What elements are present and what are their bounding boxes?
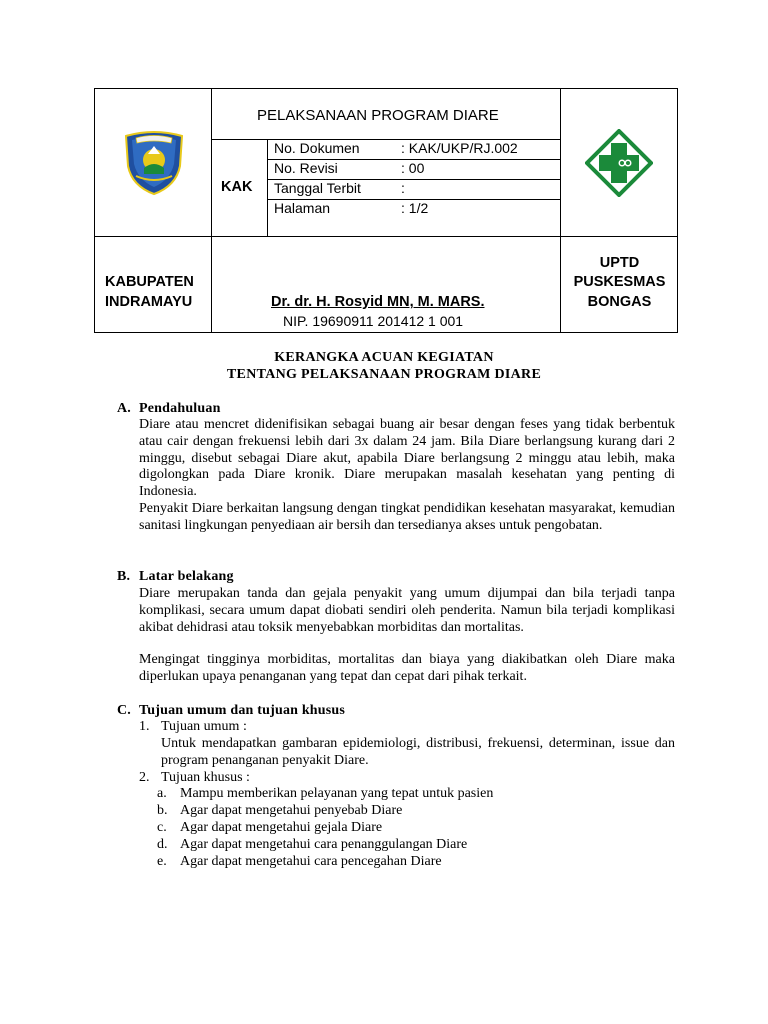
doc-title-line1: KERANGKA ACUAN KEGIATAN (274, 350, 494, 365)
section-a-paragraph-2: Penyakit Diare berkaitan langsung dengan tingkat pendidikan kesehatan masyarakat, kemudian sanitasi lingkungan penyediaan air bersih dan tersedianya akses untuk pengobatan. (139, 501, 675, 533)
section-a-paragraph-1: Diare atau mencret didenifisikan sebagai buang air besar dengan feses yang tidak berbentuk atau cair dengan frekuensi lebih dari 3x dalam 24 jam. Bila Diare berlangsung kurang dari 2 minggu, disebut sebagai Diare akut, apabila Diare berlangsung 2 minggu atau lebih, maka digolongkan pada Diare kronik. Diare merupakan masalah kesehatan yang penting di Indonesia. (139, 417, 675, 500)
list-item: Agar dapat mengetahui penyebab Diare (180, 803, 403, 818)
header-divider (267, 139, 268, 237)
objective-1-number: 1. (139, 719, 150, 734)
list-item: Agar dapat mengetahui cara pencegahan Diare (180, 854, 442, 869)
regency-name-line1: KABUPATEN (105, 274, 194, 290)
header-title: PELAKSANAAN PROGRAM DIARE (257, 107, 499, 124)
regency-name-line2: INDRAMAYU (105, 294, 193, 310)
issue-date-label: Tanggal Terbit (274, 180, 361, 196)
kak-label: KAK (221, 179, 253, 195)
section-b-label: B. (117, 569, 131, 584)
doc-title-line2: TENTANG PELAKSANAAN PROGRAM DIARE (226, 367, 542, 382)
doc-number-label: No. Dokumen (274, 140, 360, 156)
section-c-label: C. (117, 703, 132, 718)
objective-1-title: Tujuan umum : (161, 719, 247, 734)
list-item-marker: b. (157, 803, 168, 818)
revision-label: No. Revisi (274, 160, 338, 176)
regency-crest-logo (95, 89, 212, 237)
objective-2-number: 2. (139, 770, 150, 785)
puskesmas-cross-icon (585, 129, 653, 197)
issue-date-value: : (401, 180, 405, 196)
list-item: Agar dapat mengetahui gejala Diare (180, 820, 383, 835)
section-a-title: Pendahuluan (139, 401, 221, 416)
puskesmas-name-line3: BONGAS (587, 294, 652, 310)
objective-1-text: Untuk mendapatkan gambaran epidemiologi, distribusi, frekuensi, determinan, issue dan program penanganan penyakit Diare. (161, 736, 675, 768)
list-item-marker: e. (157, 854, 167, 869)
section-a-label: A. (117, 401, 132, 416)
list-item: Mampu memberikan pelayanan yang tepat untuk pasien (180, 786, 494, 801)
document-header-table (94, 88, 678, 333)
regency-crest-icon (122, 130, 186, 196)
section-c-title: Tujuan umum dan tujuan khusus (139, 703, 346, 718)
signer-name: Dr. dr. H. Rosyid MN, M. MARS. (271, 294, 485, 310)
doc-number-value: : KAK/UKP/RJ.002 (401, 140, 518, 156)
signer-nip: NIP. 19690911 201412 1 001 (283, 313, 464, 329)
list-item-marker: c. (157, 820, 167, 835)
section-b-paragraph-2: Mengingat tingginya morbiditas, mortalitas dan biaya yang diakibatkan oleh Diare maka diperlukan upaya penanganan yang tepat dan cepat dari pihak terkait. (139, 652, 675, 684)
page-label: Halaman (274, 200, 331, 216)
objective-2-title: Tujuan khusus : (161, 770, 250, 785)
puskesmas-logo (560, 89, 678, 237)
revision-value: : 00 (401, 160, 425, 176)
section-b-title: Latar belakang (139, 569, 234, 584)
section-b-paragraph-1: Diare merupakan tanda dan gejala penyakit yang umum dijumpai dan bila terjadi tanpa komplikasi, secara umum dapat diobati sendiri oleh penderita. Namun bila terjadi komplikasi akibat dehidrasi atau toksik menyebabkan morbiditas dan mortalitas. (139, 586, 675, 635)
page-value: : 1/2 (401, 200, 429, 216)
puskesmas-name-line1: UPTD (599, 255, 640, 271)
list-item-marker: a. (157, 786, 167, 801)
list-item-marker: d. (157, 837, 168, 852)
list-item: Agar dapat mengetahui cara penanggulangan Diare (180, 837, 468, 852)
puskesmas-name-line2: PUSKESMAS (573, 274, 666, 290)
